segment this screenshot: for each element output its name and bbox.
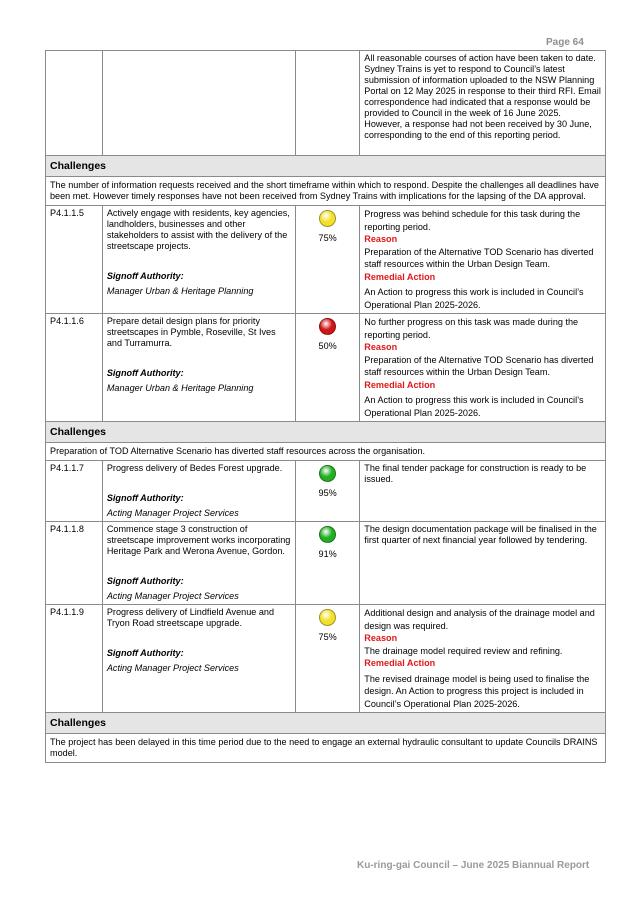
challenges-text: The project has been delayed in this time period due to the need to engage an external hydraulic consultant to update Councils DRAINS model. bbox=[46, 734, 606, 763]
signoff-authority: Acting Manager Project Services bbox=[106, 508, 239, 518]
remedial-label: Remedial Action bbox=[364, 271, 436, 282]
progress-percent: 75% bbox=[318, 233, 337, 243]
signoff-label: Signoff Authority: bbox=[106, 368, 184, 378]
reason-label: Reason bbox=[364, 234, 398, 244]
challenges-heading-row bbox=[46, 713, 606, 734]
task-comment: No further progress on this task was made during the reporting period. bbox=[364, 317, 579, 340]
status-yellow-icon bbox=[319, 609, 336, 626]
task-code: P4.1.1.6 bbox=[46, 314, 103, 422]
task-description-cell bbox=[102, 314, 295, 422]
task-comment: The design documentation package will be finalised in the first quarter of next financial year followed by tendering. bbox=[364, 524, 597, 545]
task-comment: Progress was behind schedule for this task during the reporting period. bbox=[364, 209, 581, 232]
remedial-text: An Action to progress this work is included in Council’s Operational Plan 2025-2026. bbox=[364, 395, 584, 418]
challenges-row bbox=[46, 177, 606, 206]
challenges-heading-row bbox=[46, 422, 606, 443]
challenges-heading: Challenges bbox=[46, 156, 606, 177]
progress-percent: 91% bbox=[318, 549, 337, 559]
status-cell bbox=[295, 605, 359, 713]
task-code: P4.1.1.5 bbox=[46, 206, 103, 314]
signoff-authority: Acting Manager Project Services bbox=[106, 663, 239, 673]
task-description: Progress delivery of Lindfield Avenue and Tryon Road streetscape upgrade. bbox=[106, 607, 275, 628]
challenges-heading: Challenges bbox=[46, 422, 606, 443]
progress-percent: 50% bbox=[318, 341, 337, 351]
status-cell bbox=[295, 461, 359, 522]
signoff-authority: Acting Manager Project Services bbox=[106, 591, 239, 601]
task-code: P4.1.1.9 bbox=[46, 605, 103, 713]
task-description-cell bbox=[102, 605, 295, 713]
task-comment: All reasonable courses of action have been taken to date. Sydney Trains is yet to respond to Council’s latest submission of information uploaded to the NSW Planning Portal on 12 May 2025 in response to their third RFI. Email correspondence had indicated that a response would be provided to Council in the week of 16 June 2025. However, a response had not been received by 30 June, corresponding to the end of this reporting period. bbox=[360, 51, 606, 156]
signoff-authority: Manager Urban & Heritage Planning bbox=[106, 383, 254, 393]
status-cell bbox=[295, 522, 359, 605]
reason-text: Preparation of the Alternative TOD Scenario has diverted staff resources within the Urban Design Team. bbox=[364, 354, 594, 377]
challenges-row bbox=[46, 443, 606, 461]
challenges-text: Preparation of TOD Alternative Scenario has diverted staff resources across the organisation. bbox=[46, 443, 606, 461]
task-description-cell bbox=[102, 522, 295, 605]
status-cell bbox=[295, 206, 359, 314]
page-number: Page 64 bbox=[546, 37, 584, 48]
signoff-label: Signoff Authority: bbox=[106, 576, 184, 586]
status-yellow-icon bbox=[319, 210, 336, 227]
task-description-cell bbox=[102, 461, 295, 522]
remedial-text: The revised drainage model is being used to finalise the design. An Action to progress this project is included in Council’s Operational Plan 2025-2026. bbox=[364, 673, 590, 709]
task-code: P4.1.1.8 bbox=[46, 522, 103, 605]
reason-text: The drainage model required review and refining. bbox=[364, 645, 563, 656]
table-row bbox=[46, 461, 606, 522]
table-row bbox=[46, 314, 606, 422]
status-green-icon bbox=[319, 465, 336, 482]
report-footer: Ku-ring-gai Council – June 2025 Biannual Report bbox=[357, 860, 590, 871]
progress-percent: 95% bbox=[318, 488, 337, 498]
task-description-cell bbox=[102, 206, 295, 314]
remedial-label: Remedial Action bbox=[364, 379, 436, 390]
status-cell bbox=[295, 314, 359, 422]
task-description: Progress delivery of Bedes Forest upgrade. bbox=[106, 463, 283, 473]
signoff-label: Signoff Authority: bbox=[106, 271, 184, 281]
reason-label: Reason bbox=[364, 633, 398, 643]
challenges-heading-row bbox=[46, 156, 606, 177]
challenges-row bbox=[46, 734, 606, 763]
task-comment: Additional design and analysis of the drainage model and design was required. bbox=[364, 608, 595, 631]
table-row bbox=[46, 522, 606, 605]
progress-percent: 75% bbox=[318, 632, 337, 642]
task-code: P4.1.1.7 bbox=[46, 461, 103, 522]
signoff-label: Signoff Authority: bbox=[106, 648, 184, 658]
challenges-heading: Challenges bbox=[46, 713, 606, 734]
status-red-icon bbox=[319, 318, 336, 335]
signoff-authority: Manager Urban & Heritage Planning bbox=[106, 286, 254, 296]
table-row bbox=[46, 605, 606, 713]
task-comment: The final tender package for construction is ready to be issued. bbox=[364, 463, 587, 484]
task-comment-cell bbox=[360, 461, 606, 522]
table-row bbox=[46, 206, 606, 314]
progress-table bbox=[45, 50, 606, 763]
task-comment-cell bbox=[360, 206, 606, 314]
task-description: Actively engage with residents, key agencies, landholders, businesses and other stakeholders to assist with the delivery of the streetscape projects. bbox=[106, 208, 290, 251]
reason-text: Preparation of the Alternative TOD Scenario has diverted staff resources within the Urban Design Team. bbox=[364, 246, 594, 269]
remedial-label: Remedial Action bbox=[364, 658, 436, 668]
status-green-icon bbox=[319, 526, 336, 543]
reason-label: Reason bbox=[364, 342, 398, 352]
challenges-text: The number of information requests received and the short timeframe within which to respond. Despite the challenges all deadlines have been met. However timely responses have not been received from Sydney Trains with implications for the lapsing of the DA approval. bbox=[46, 177, 606, 206]
signoff-label: Signoff Authority: bbox=[106, 493, 184, 503]
task-comment-cell bbox=[360, 314, 606, 422]
task-comment-cell bbox=[360, 522, 606, 605]
task-description: Commence stage 3 construction of streetscape improvement works incorporating Heritage Park and Werona Avenue, Gordon. bbox=[106, 524, 291, 556]
task-comment-cell bbox=[360, 605, 606, 713]
table-row bbox=[46, 51, 606, 156]
task-description: Prepare detail design plans for priority streetscapes in Pymble, Roseville, St Ives and Turramurra. bbox=[106, 316, 276, 348]
remedial-text: An Action to progress this work is included in Council’s Operational Plan 2025-2026. bbox=[364, 287, 584, 310]
